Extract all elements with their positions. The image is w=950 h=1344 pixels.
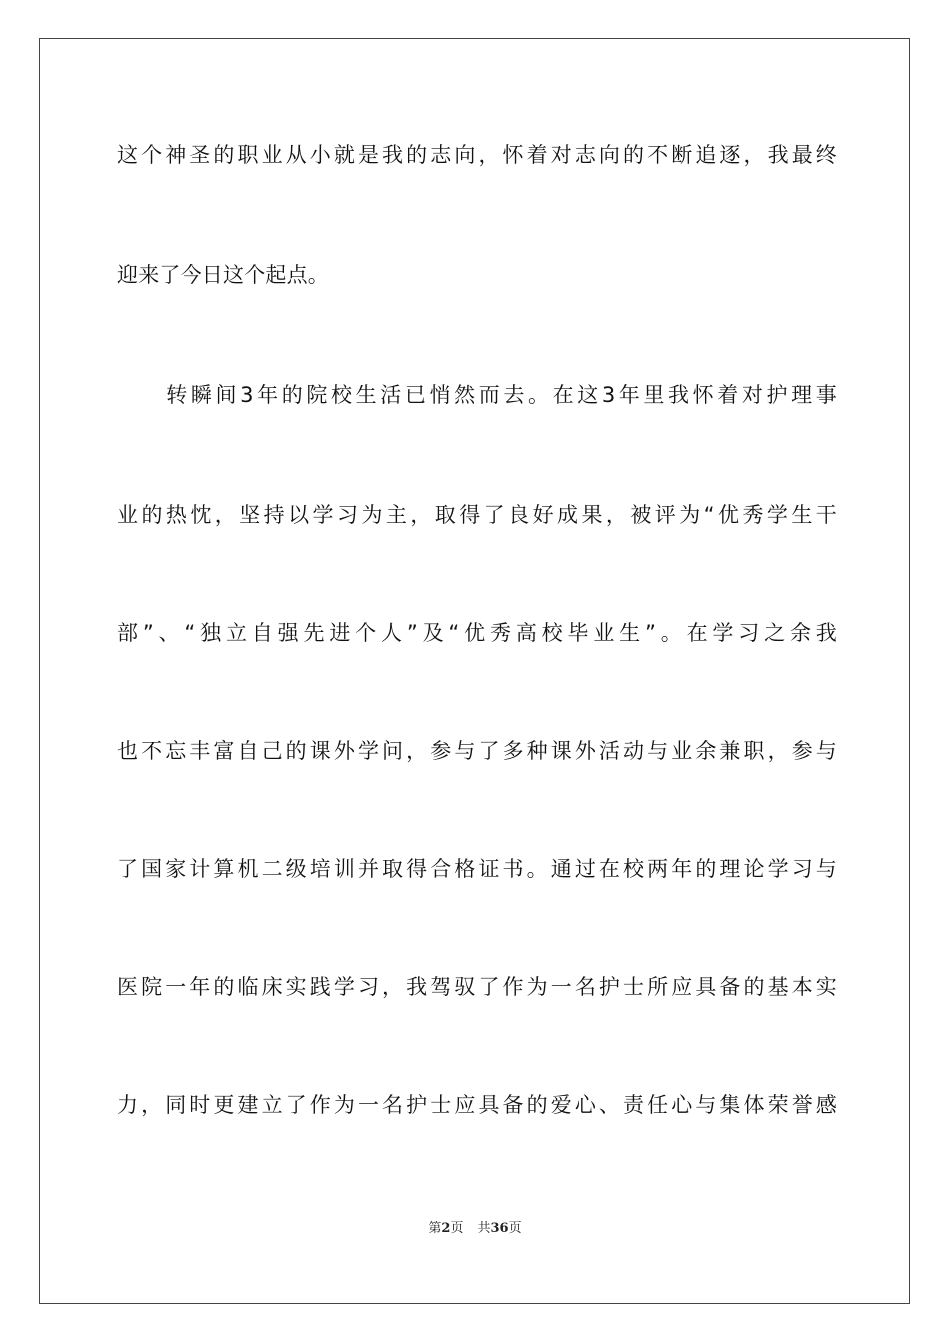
footer-page-current: 2 xyxy=(441,1221,451,1236)
footer-page-total: 36 xyxy=(490,1221,509,1236)
paragraph-line-8: 医院一年的临床实践学习，我驾驭了作为一名护士所应具备的基本实 xyxy=(117,975,837,999)
footer-total-prefix: 共 xyxy=(477,1221,491,1236)
footer-page-prefix: 第 xyxy=(428,1221,442,1236)
footer-page-suffix: 页 xyxy=(450,1221,464,1236)
paragraph-line-6: 也不忘丰富自己的课外学问，参与了多种课外活动与业余兼职，参与 xyxy=(117,739,837,763)
paragraph-line-5: 部”、“独立自强先进个人”及“优秀高校毕业生”。在学习之余我 xyxy=(117,621,837,645)
page-footer xyxy=(0,1220,950,1238)
paragraph-line-1: 这个神圣的职业从小就是我的志向，怀着对志向的不断追逐，我最终 xyxy=(117,143,837,167)
paragraph-line-7: 了国家计算机二级培训并取得合格证书。通过在校两年的理论学习与 xyxy=(117,857,837,881)
paragraph-line-9: 力，同时更建立了作为一名护士应具备的爱心、责任心与集体荣誉感 xyxy=(117,1093,837,1117)
paragraph-line-3: 转瞬间3年的院校生活已悄然而去。在这3年里我怀着对护理事 xyxy=(117,383,837,407)
paragraph-line-4: 业的热忱，坚持以学习为主，取得了良好成果，被评为“优秀学生干 xyxy=(117,503,837,527)
footer-total-suffix: 页 xyxy=(508,1221,522,1236)
paragraph-line-2: 迎来了今日这个起点。 xyxy=(117,263,329,287)
